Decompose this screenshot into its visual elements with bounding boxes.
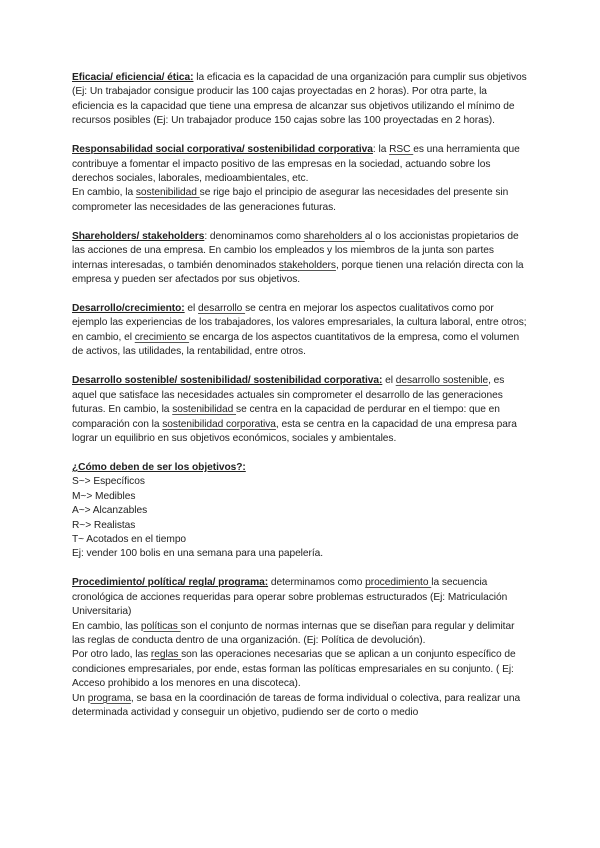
text: se rige bajo el principio de asegurar las necesidades del presente sin comprometer las necesidades de las generaciones futuras.	[72, 187, 509, 213]
heading-eficacia: Eficacia/ eficiencia/ ética:	[72, 72, 194, 83]
text: , porque tienen una relación directa con la empresa y pueden ser afectados por sus objetivos.	[72, 259, 524, 286]
paragraph-eficacia	[72, 71, 530, 129]
paragraph-shareholders	[72, 230, 530, 288]
text-line	[72, 186, 530, 215]
term-desarrollo: desarrollo	[198, 303, 246, 315]
term-politicas: políticas	[140, 620, 181, 632]
paragraph-rsc	[72, 143, 530, 215]
list-item: T~ Acotados en el tiempo	[72, 533, 187, 545]
text: En cambio, las	[72, 620, 141, 632]
paragraph-desarrollo	[72, 302, 530, 360]
text-line	[72, 692, 530, 721]
text-line	[72, 620, 530, 649]
paragraph-objetivos	[72, 461, 530, 562]
term-reglas: reglas	[150, 649, 182, 661]
term-crecimiento: crecimiento	[134, 331, 190, 343]
text: se centra en mejorar los aspectos cualitativos como por ejemplo las experiencias de los trabajadores, los valores empresariales, la cultura laboral, entre otros; en cambio, el	[72, 303, 527, 343]
heading-sostenible: Desarrollo sostenible/ sostenibilidad/ sostenibilidad corporativa:	[72, 375, 383, 387]
term-procedimiento: procedimiento	[365, 577, 432, 589]
text: es una herramienta que contribuye a fomentar el impacto positivo de las empresas en la sociedad, actuando sobre los derechos sociales, laborales, medioambientales, etc.	[72, 144, 520, 185]
text: el	[184, 303, 199, 315]
text: la eficacia es la capacidad de una organización para cumplir sus objetivos (Ej: Un trabajador consigue producir las 100 cajas proyectadas en 2 horas). Por otra parte, la eficiencia es la capacidad que tiene una empresa de alcanzar sus objetivos utilizando el mínimo de recursos posibles (Ej: Un trabajador produce 150 cajas sobre las 100 proyectadas en 2 horas).	[72, 72, 527, 127]
text: : la	[372, 144, 390, 156]
term-sostenibilidad: sostenibilidad	[172, 404, 237, 416]
heading-shareholders: Shareholders/ stakeholders	[72, 230, 205, 242]
text: al o los accionistas propietarios de las acciones de una empresa. En cambio los empleados y los miembros de la junta son partes internas interesadas, o también denominados	[72, 230, 519, 271]
paragraph-procedimiento	[72, 576, 530, 720]
heading-objetivos: ¿Cómo deben de ser los objetivos?:	[72, 461, 246, 473]
list-item: S~> Específicos	[72, 476, 145, 488]
term-sostenibilidad-corporativa: sostenibilidad corporativa	[162, 418, 276, 430]
text: Un	[72, 692, 88, 704]
heading-rsc: Responsabilidad social corporativa/ sostenibilidad corporativa	[72, 144, 373, 156]
term-stakeholders: stakeholders	[278, 259, 336, 271]
text: el	[382, 375, 396, 387]
text: son las operaciones necesarias que se aplican a un conjunto específico de condiciones empresariales, por ende, estas forman las políticas empresariales en su conjunto. ( Ej: Acceso prohibido a los menores en una discoteca).	[72, 649, 516, 690]
list-item: Ej: vender 100 bolis en una semana para una papelería.	[72, 548, 324, 560]
text-line	[72, 648, 530, 691]
text: Por otro lado, las	[72, 649, 151, 661]
text: son el conjunto de normas internas que se diseñan para regular y delimitar las reglas de conducta dentro de una organización. (Ej: Política de devolución).	[72, 620, 515, 646]
term-programa: programa	[87, 692, 131, 704]
term-rsc: RSC	[389, 144, 414, 156]
text: se encarga de los aspectos cuantitativos de la empresa, como el volumen de activos, las utilidades, la rentabilidad, entre otros.	[72, 331, 520, 358]
text: determinamos como	[268, 577, 366, 589]
text: : denominamos como	[204, 230, 304, 242]
term-sostenibilidad: sostenibilidad	[135, 187, 200, 199]
heading-procedimiento: Procedimiento/ política/ regla/ programa:	[72, 577, 269, 589]
text: se centra en la capacidad de perdurar en el tiempo: que en comparación con la	[72, 404, 500, 430]
document-page	[72, 71, 530, 720]
list-item: R~> Realistas	[72, 519, 136, 531]
text: En cambio, la	[72, 187, 136, 199]
text: , se basa en la coordinación de tareas de forma individual o colectiva, para realizar una determinada actividad y conseguir un objetivo, pudiendo ser de corto o medio	[72, 692, 521, 718]
list-item: A~> Alcanzables	[72, 505, 148, 517]
term-desarrollo-sostenible: desarrollo sostenible	[395, 375, 489, 387]
paragraph-sostenible	[72, 374, 530, 446]
heading-desarrollo: Desarrollo/crecimiento:	[72, 303, 185, 315]
list-item: M~> Medibles	[72, 490, 136, 502]
text: , esta se centra en la capacidad de una empresa para lograr un equilibrio en sus objetivos económicos, sociales y ambientales.	[72, 418, 517, 444]
text: la secuencia cronológica de acciones requeridas para operar sobre problemas estructurados (Ej: Matriculación Universitaria)	[72, 577, 508, 618]
text: , es aquel que satisface las necesidades actuales sin comprometer el desarrollo de las generaciones futuras. En cambio, la	[72, 375, 505, 416]
term-shareholders: shareholders	[303, 230, 365, 242]
